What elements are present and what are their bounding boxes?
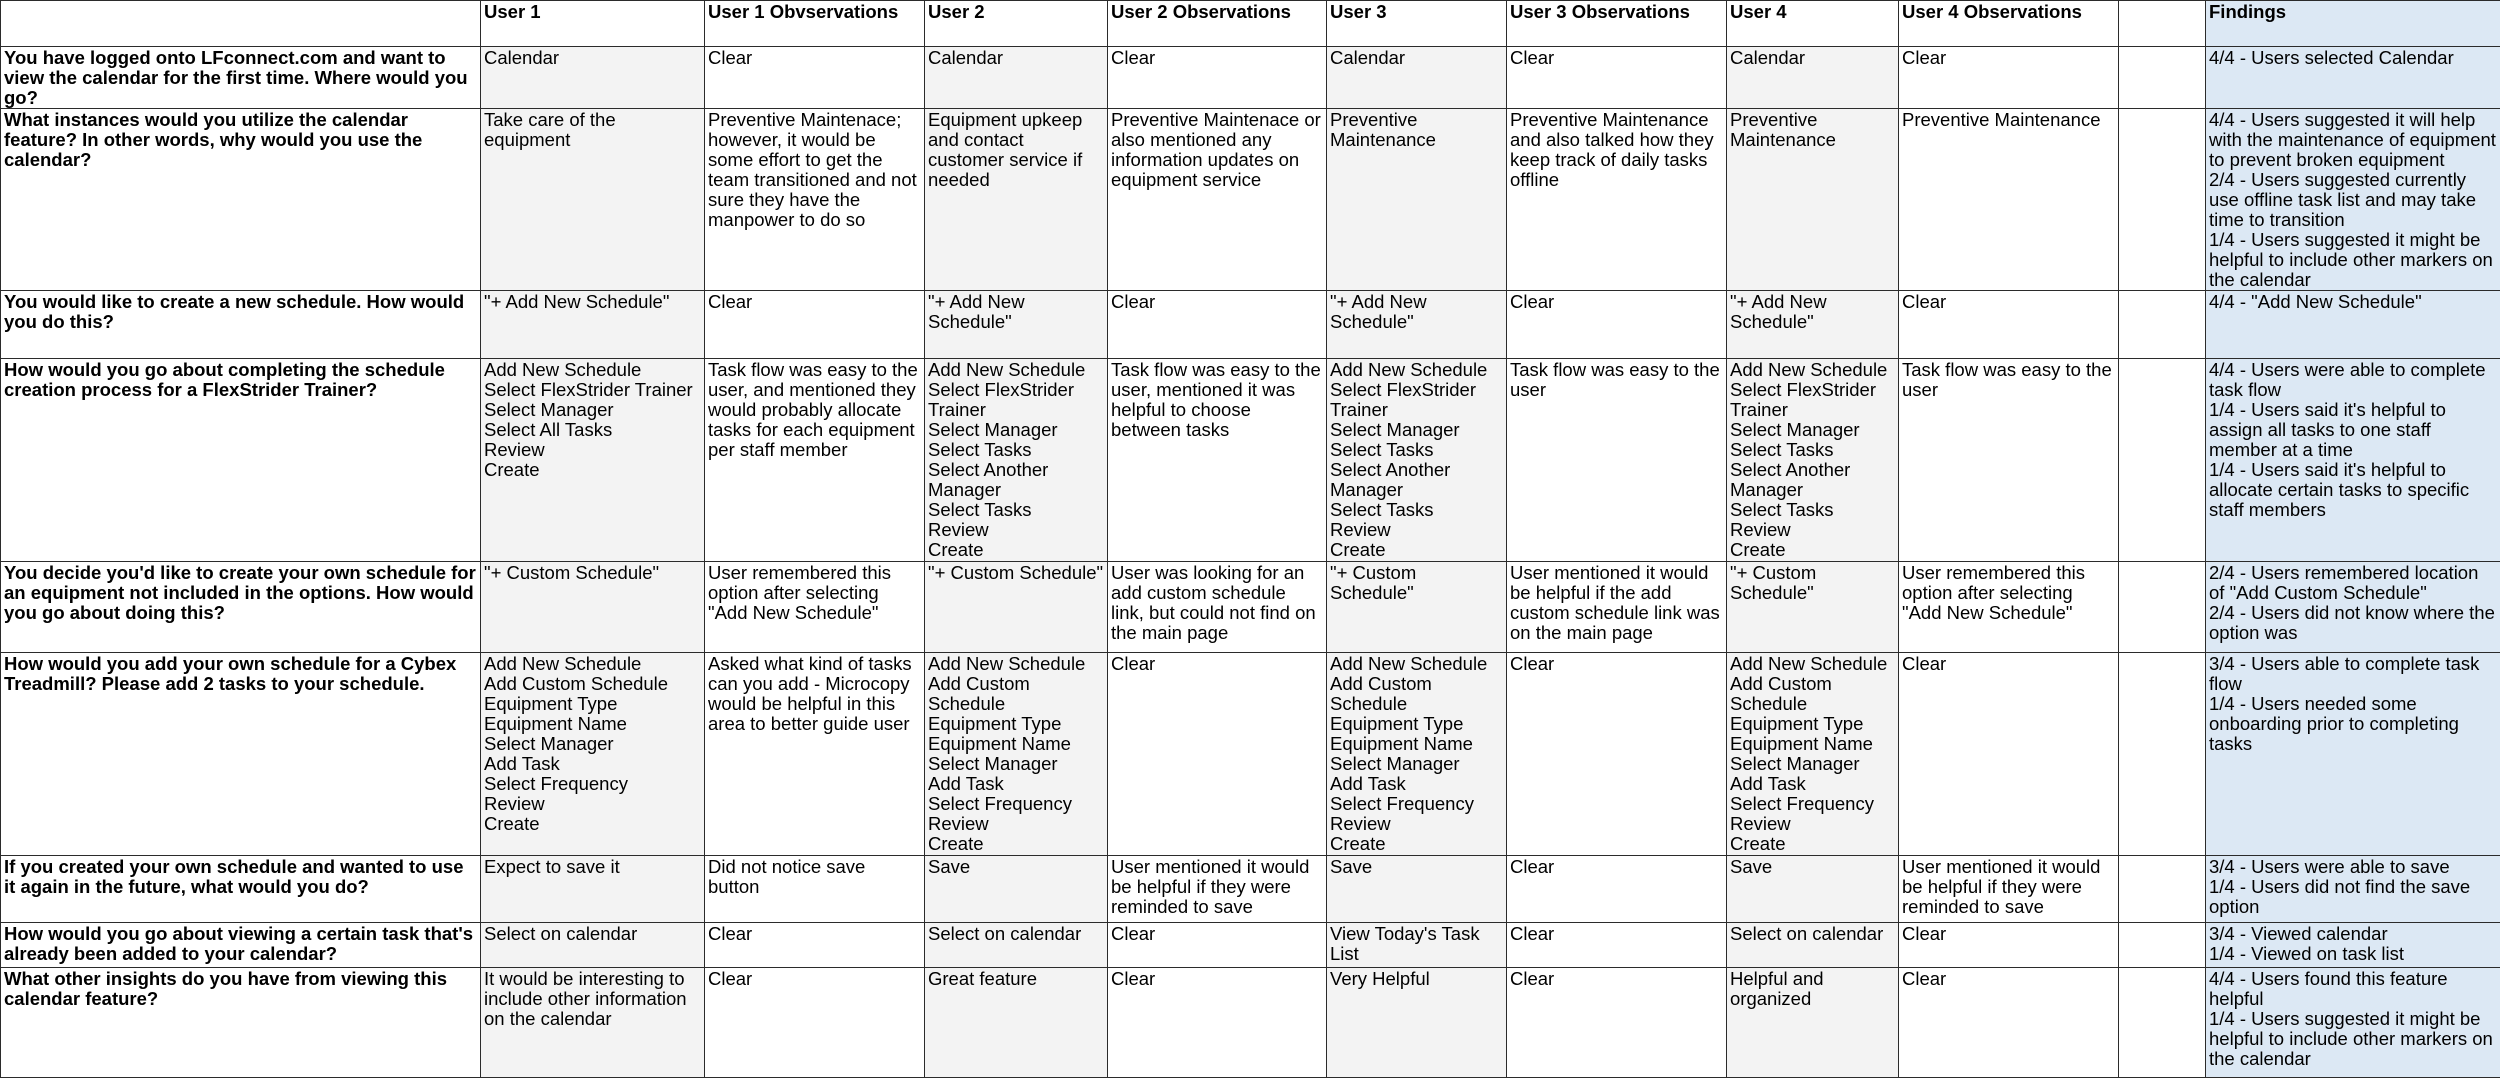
header-cell[interactable]: User 1 Obvservations bbox=[705, 1, 925, 47]
response-cell[interactable]: Clear bbox=[1108, 923, 1327, 968]
findings-cell[interactable]: 4/4 - Users suggested it will help with the maintenance of equipment to prevent broken equipment 2/4 - Users suggested currently use offline task list and may take time to transition 1/4 - Users suggested it might be helpful to include other markers on the calendar bbox=[2206, 109, 2500, 291]
response-cell[interactable]: Preventive Maintenance bbox=[1327, 109, 1507, 291]
response-cell[interactable]: Clear bbox=[1899, 653, 2119, 856]
question-cell[interactable]: You decide you'd like to create your own schedule for an equipment not included in the options. How would you go about doing this? bbox=[1, 562, 481, 653]
response-cell[interactable]: User remembered this option after selecting "Add New Schedule" bbox=[1899, 562, 2119, 653]
response-cell[interactable] bbox=[2119, 359, 2206, 562]
response-cell[interactable]: Clear bbox=[1899, 968, 2119, 1078]
response-cell[interactable]: Clear bbox=[1507, 923, 1727, 968]
response-cell[interactable]: Clear bbox=[1507, 291, 1727, 359]
response-cell[interactable]: Task flow was easy to the user bbox=[1899, 359, 2119, 562]
response-cell[interactable]: Clear bbox=[705, 968, 925, 1078]
response-cell[interactable]: Preventive Maintenance bbox=[1727, 109, 1899, 291]
response-cell[interactable]: "+ Custom Schedule" bbox=[1727, 562, 1899, 653]
response-cell[interactable]: Save bbox=[1327, 856, 1507, 923]
response-cell[interactable]: Preventive Maintenance bbox=[1899, 109, 2119, 291]
response-cell[interactable]: Clear bbox=[1507, 856, 1727, 923]
header-cell[interactable]: User 1 bbox=[481, 1, 705, 47]
response-cell[interactable]: Add New Schedule Add Custom Schedule Equipment Type Equipment Name Select Manager Add Task Select Frequency Review Create bbox=[481, 653, 705, 856]
response-cell[interactable]: Clear bbox=[1507, 968, 1727, 1078]
response-cell[interactable]: Add New Schedule Select FlexStrider Trainer Select Manager Select Tasks Select Another Manager Select Tasks Review Create bbox=[925, 359, 1108, 562]
response-cell[interactable] bbox=[2119, 923, 2206, 968]
response-cell[interactable]: Save bbox=[1727, 856, 1899, 923]
question-cell[interactable]: How would you add your own schedule for a Cybex Treadmill? Please add 2 tasks to your schedule. bbox=[1, 653, 481, 856]
header-cell[interactable]: User 4 bbox=[1727, 1, 1899, 47]
response-cell[interactable]: View Today's Task List bbox=[1327, 923, 1507, 968]
response-cell[interactable]: Clear bbox=[1899, 47, 2119, 109]
response-cell[interactable]: Add New Schedule Select FlexStrider Trainer Select Manager Select Tasks Select Another Manager Select Tasks Review Create bbox=[1327, 359, 1507, 562]
response-cell[interactable]: User was looking for an add custom schedule link, but could not find on the main page bbox=[1108, 562, 1327, 653]
response-cell[interactable] bbox=[2119, 562, 2206, 653]
question-cell[interactable]: What instances would you utilize the calendar feature? In other words, why would you use the calendar? bbox=[1, 109, 481, 291]
response-cell[interactable]: Clear bbox=[1108, 47, 1327, 109]
findings-cell[interactable]: 2/4 - Users remembered location of "Add Custom Schedule" 2/4 - Users did not know where the option was bbox=[2206, 562, 2500, 653]
response-cell[interactable]: User mentioned it would be helpful if the add custom schedule link was on the main page bbox=[1507, 562, 1727, 653]
findings-cell[interactable]: 3/4 - Users able to complete task flow 1/4 - Users needed some onboarding prior to completing tasks bbox=[2206, 653, 2500, 856]
question-cell[interactable]: How would you go about completing the schedule creation process for a FlexStrider Trainer? bbox=[1, 359, 481, 562]
response-cell[interactable]: Clear bbox=[1108, 291, 1327, 359]
response-cell[interactable]: Add New Schedule Add Custom Schedule Equipment Type Equipment Name Select Manager Add Task Select Frequency Review Create bbox=[925, 653, 1108, 856]
response-cell[interactable]: Did not notice save button bbox=[705, 856, 925, 923]
header-cell[interactable]: User 4 Observations bbox=[1899, 1, 2119, 47]
header-cell[interactable]: User 3 bbox=[1327, 1, 1507, 47]
response-cell[interactable]: Save bbox=[925, 856, 1108, 923]
response-cell[interactable]: User mentioned it would be helpful if they were reminded to save bbox=[1899, 856, 2119, 923]
question-cell[interactable]: How would you go about viewing a certain task that's already been added to your calendar? bbox=[1, 923, 481, 968]
findings-cell[interactable]: 4/4 - Users selected Calendar bbox=[2206, 47, 2500, 109]
table-row bbox=[1, 359, 2500, 562]
findings-cell[interactable]: 4/4 - Users were able to complete task flow 1/4 - Users said it's helpful to assign all tasks to one staff member at a time 1/4 - Users said it's helpful to allocate certain tasks to specific staff members bbox=[2206, 359, 2500, 562]
table-row bbox=[1, 968, 2500, 1078]
response-cell[interactable] bbox=[2119, 968, 2206, 1078]
response-cell[interactable]: "+ Add New Schedule" bbox=[1327, 291, 1507, 359]
table-row bbox=[1, 291, 2500, 359]
header-row bbox=[1, 1, 2500, 47]
findings-cell[interactable]: 4/4 - Users found this feature helpful 1/4 - Users suggested it might be helpful to include other markers on the calendar bbox=[2206, 968, 2500, 1078]
findings-cell[interactable]: 4/4 - "Add New Schedule" bbox=[2206, 291, 2500, 359]
question-cell[interactable]: If you created your own schedule and wanted to use it again in the future, what would you do? bbox=[1, 856, 481, 923]
response-cell[interactable]: Preventive Maintenace or also mentioned any information updates on equipment service bbox=[1108, 109, 1327, 291]
response-cell[interactable]: User remembered this option after selecting "Add New Schedule" bbox=[705, 562, 925, 653]
response-cell[interactable]: Clear bbox=[1108, 968, 1327, 1078]
question-cell[interactable]: You have logged onto LFconnect.com and want to view the calendar for the first time. Where would you go? bbox=[1, 47, 481, 109]
response-cell[interactable]: Clear bbox=[1899, 923, 2119, 968]
response-cell[interactable]: Clear bbox=[705, 291, 925, 359]
response-cell[interactable]: Calendar bbox=[1327, 47, 1507, 109]
question-cell[interactable]: You would like to create a new schedule. How would you do this? bbox=[1, 291, 481, 359]
response-cell[interactable]: Preventive Maintenace; however, it would be some effort to get the team transitioned and not sure they have the manpower to do so bbox=[705, 109, 925, 291]
response-cell[interactable]: Add New Schedule Add Custom Schedule Equipment Type Equipment Name Select Manager Add Task Select Frequency Review Create bbox=[1327, 653, 1507, 856]
findings-cell[interactable]: 3/4 - Users were able to save 1/4 - Users did not find the save option bbox=[2206, 856, 2500, 923]
header-cell[interactable] bbox=[2119, 1, 2206, 47]
response-cell[interactable] bbox=[2119, 109, 2206, 291]
question-cell[interactable]: What other insights do you have from viewing this calendar feature? bbox=[1, 968, 481, 1078]
response-cell[interactable]: Clear bbox=[1899, 291, 2119, 359]
table-row bbox=[1, 653, 2500, 856]
response-cell[interactable]: "+ Custom Schedule" bbox=[1327, 562, 1507, 653]
response-cell[interactable]: Select on calendar bbox=[1727, 923, 1899, 968]
response-cell[interactable]: "+ Add New Schedule" bbox=[1727, 291, 1899, 359]
response-cell[interactable]: Task flow was easy to the user, and mentioned they would probably allocate tasks for each equipment per staff member bbox=[705, 359, 925, 562]
response-cell[interactable]: It would be interesting to include other information on the calendar bbox=[481, 968, 705, 1078]
response-cell[interactable] bbox=[2119, 856, 2206, 923]
response-cell[interactable]: User mentioned it would be helpful if they were reminded to save bbox=[1108, 856, 1327, 923]
response-cell[interactable]: Clear bbox=[1507, 47, 1727, 109]
response-cell[interactable]: Clear bbox=[705, 47, 925, 109]
table-row bbox=[1, 923, 2500, 968]
response-cell[interactable] bbox=[2119, 291, 2206, 359]
response-cell[interactable]: Clear bbox=[705, 923, 925, 968]
response-cell[interactable] bbox=[2119, 653, 2206, 856]
response-cell[interactable]: Calendar bbox=[1727, 47, 1899, 109]
response-cell[interactable]: "+ Add New Schedule" bbox=[481, 291, 705, 359]
response-cell[interactable]: "+ Custom Schedule" bbox=[925, 562, 1108, 653]
response-cell[interactable] bbox=[2119, 47, 2206, 109]
response-cell[interactable]: Clear bbox=[1507, 653, 1727, 856]
response-cell[interactable]: Select on calendar bbox=[925, 923, 1108, 968]
header-cell[interactable]: User 3 Observations bbox=[1507, 1, 1727, 47]
response-cell[interactable]: Select on calendar bbox=[481, 923, 705, 968]
response-cell[interactable]: Clear bbox=[1108, 653, 1327, 856]
findings-cell[interactable]: 3/4 - Viewed calendar 1/4 - Viewed on task list bbox=[2206, 923, 2500, 968]
response-cell[interactable]: Calendar bbox=[925, 47, 1108, 109]
response-cell[interactable]: Expect to save it bbox=[481, 856, 705, 923]
response-cell[interactable]: Preventive Maintenance and also talked how they keep track of daily tasks offline bbox=[1507, 109, 1727, 291]
response-cell[interactable]: "+ Custom Schedule" bbox=[481, 562, 705, 653]
response-cell[interactable]: Take care of the equipment bbox=[481, 109, 705, 291]
response-cell[interactable]: Add New Schedule Select FlexStrider Trainer Select Manager Select Tasks Select Another Manager Select Tasks Review Create bbox=[1727, 359, 1899, 562]
response-cell[interactable]: Great feature bbox=[925, 968, 1108, 1078]
table-row bbox=[1, 109, 2500, 291]
table-row bbox=[1, 856, 2500, 923]
response-cell[interactable]: Asked what kind of tasks can you add - Microcopy would be helpful in this area to better guide user bbox=[705, 653, 925, 856]
table-row bbox=[1, 47, 2500, 109]
table-row bbox=[1, 562, 2500, 653]
response-cell[interactable]: Add New Schedule Select FlexStrider Trainer Select Manager Select All Tasks Review Create bbox=[481, 359, 705, 562]
response-cell[interactable]: Task flow was easy to the user, mentioned it was helpful to choose between tasks bbox=[1108, 359, 1327, 562]
header-blank-cell[interactable] bbox=[1, 1, 481, 47]
response-cell[interactable]: Very Helpful bbox=[1327, 968, 1507, 1078]
response-cell[interactable]: Task flow was easy to the user bbox=[1507, 359, 1727, 562]
response-cell[interactable]: Helpful and organized bbox=[1727, 968, 1899, 1078]
header-cell[interactable]: User 2 Observations bbox=[1108, 1, 1327, 47]
response-cell[interactable]: Calendar bbox=[481, 47, 705, 109]
header-cell[interactable]: User 2 bbox=[925, 1, 1108, 47]
header-findings[interactable]: Findings bbox=[2206, 1, 2500, 47]
response-cell[interactable]: Equipment upkeep and contact customer service if needed bbox=[925, 109, 1108, 291]
response-cell[interactable]: Add New Schedule Add Custom Schedule Equipment Type Equipment Name Select Manager Add Task Select Frequency Review Create bbox=[1727, 653, 1899, 856]
response-cell[interactable]: "+ Add New Schedule" bbox=[925, 291, 1108, 359]
